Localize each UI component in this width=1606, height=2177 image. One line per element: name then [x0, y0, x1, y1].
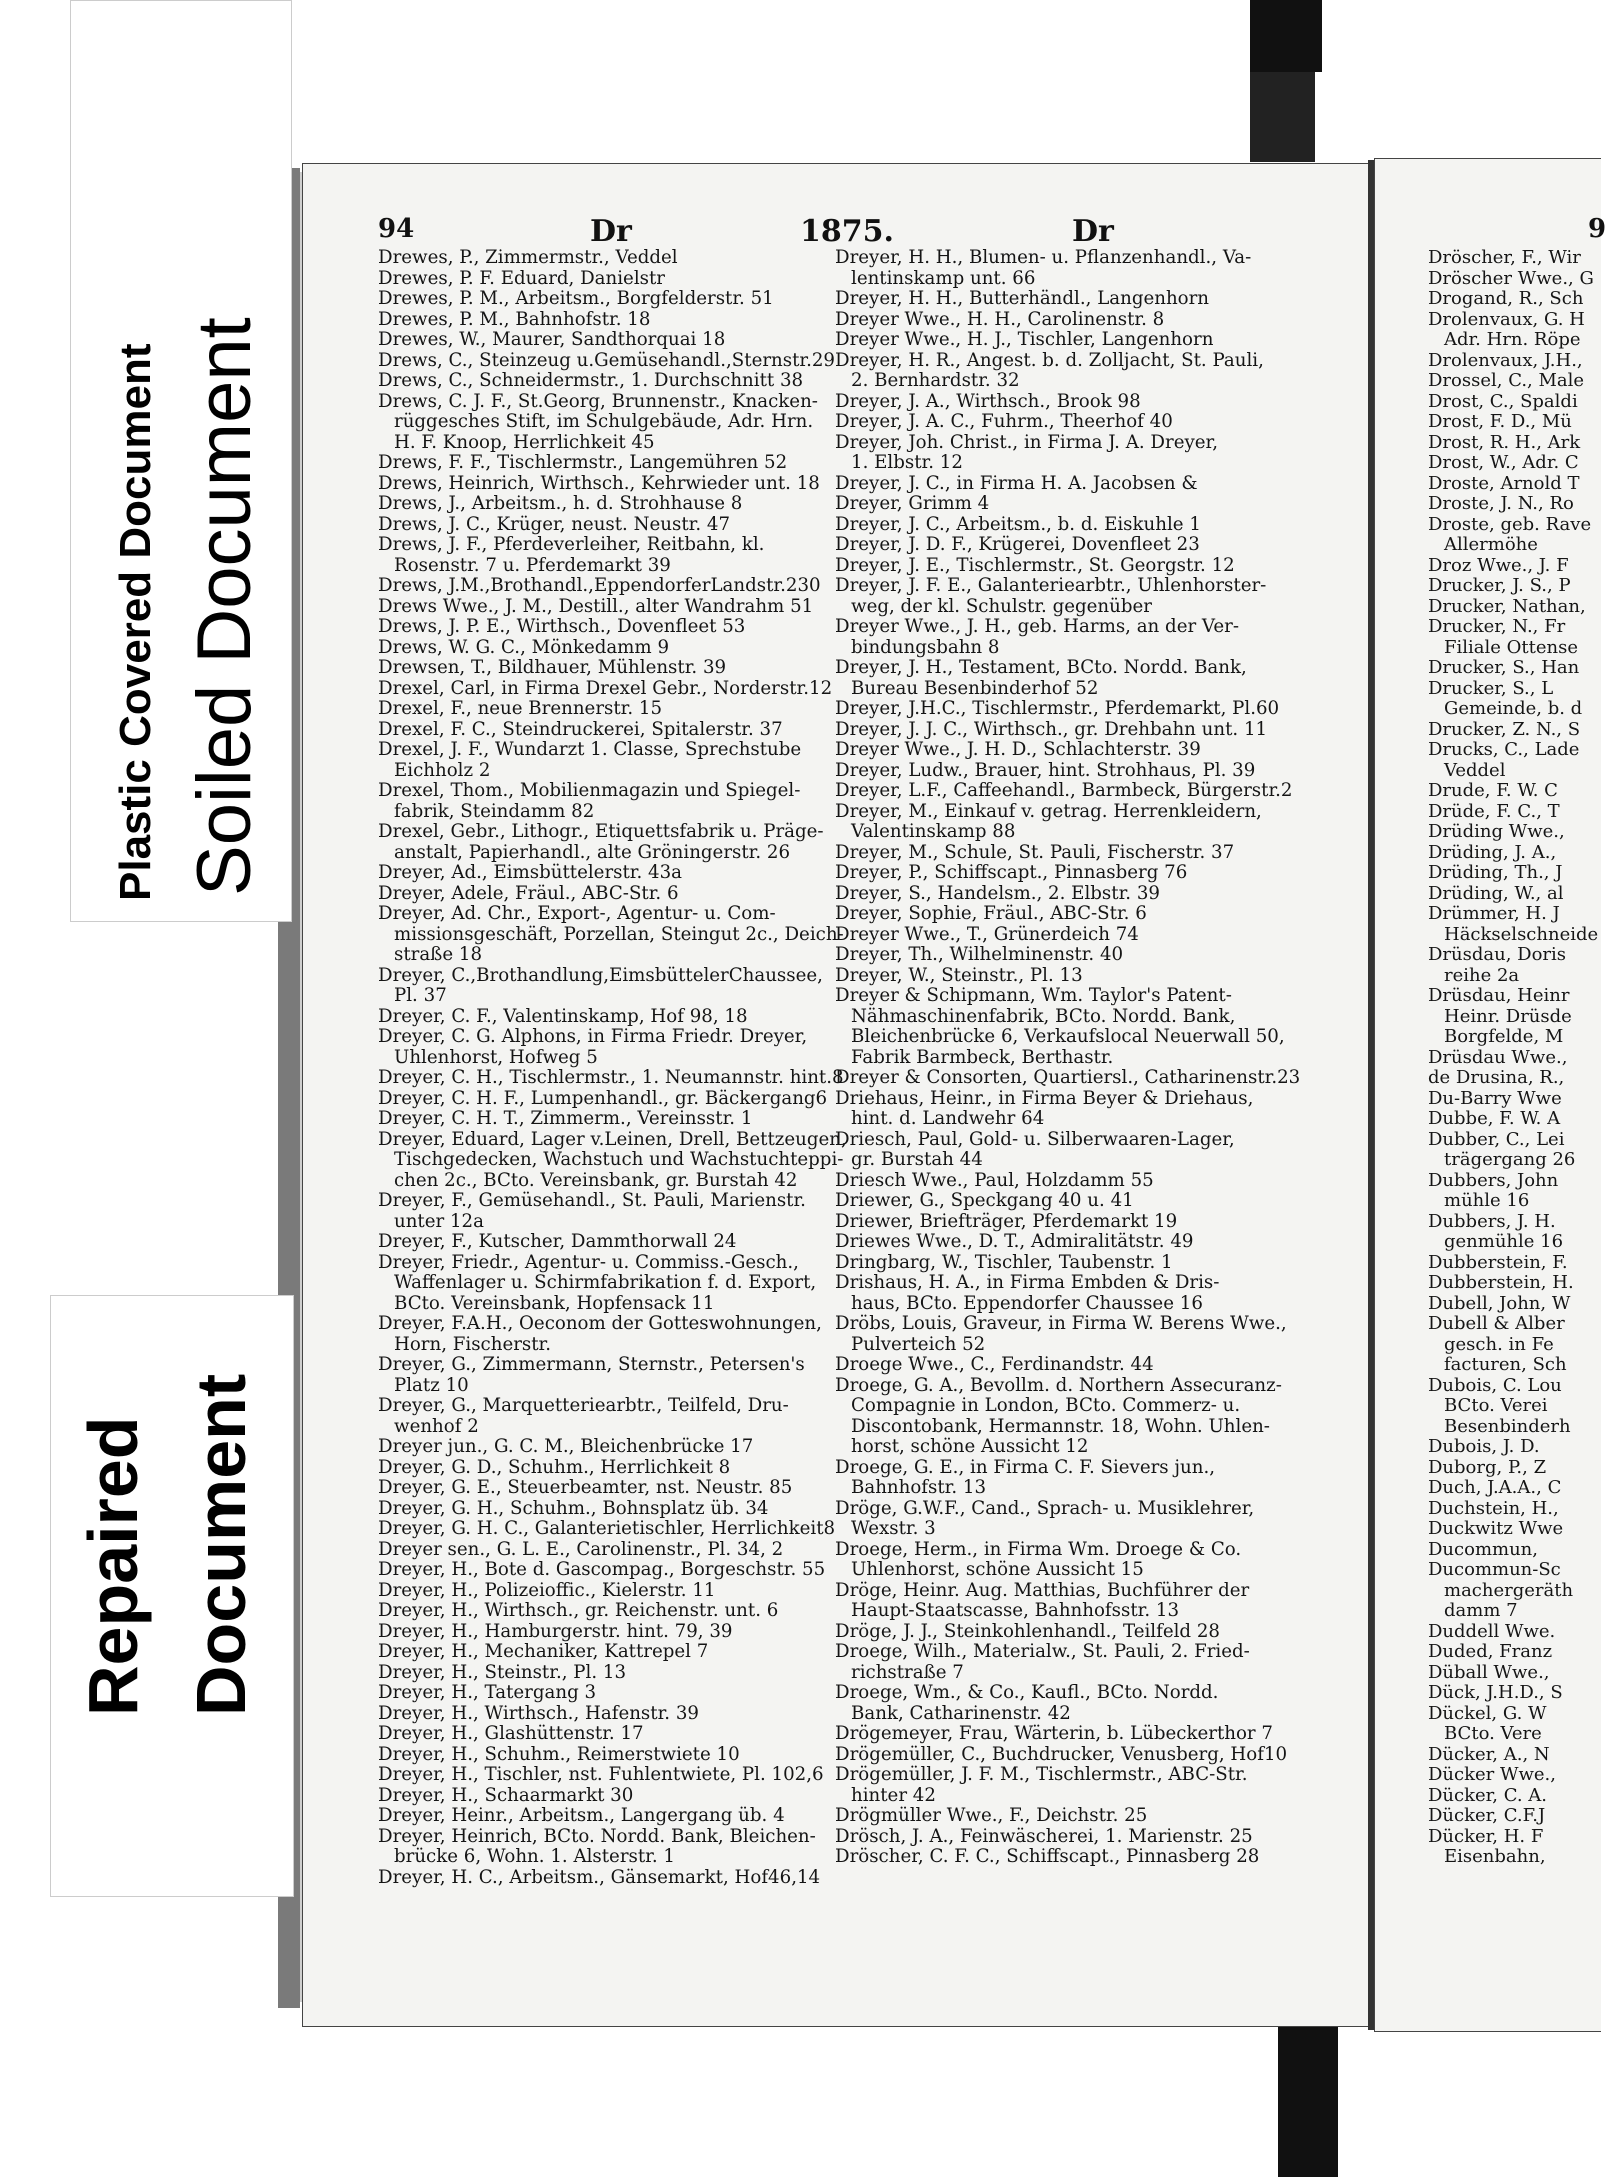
directory-entry-line: genmühle 16	[1444, 1231, 1564, 1252]
directory-entry-line: Ducommun-Sc	[1428, 1559, 1561, 1580]
directory-entry-line: Düball Wwe.,	[1428, 1661, 1550, 1683]
directory-entry-line: Drexel, F., neue Brennerstr. 15	[378, 698, 663, 719]
directory-entry-line: Dreyer, Eduard, Lager v.Leinen, Drell, Bettzeugen,	[378, 1128, 847, 1150]
directory-entry-line: Dreyer, F.A.H., Oeconom der Gotteswohnungen,	[378, 1313, 822, 1334]
directory-entry-line: Dreyer Wwe., J. H. D., Schlachterstr. 39	[835, 739, 1201, 760]
directory-entry-line: Dreyer, Joh. Christ., in Firma J. A. Dreyer,	[835, 431, 1218, 453]
directory-entry-line: Droste, geb. Rave	[1428, 513, 1592, 535]
directory-entry-line: Pulverteich 52	[851, 1333, 986, 1355]
soiled-label: Soiled Document	[182, 317, 267, 896]
directory-entry-line: Drösch, J. A., Feinwäscherei, 1. Marienstr. 25	[835, 1825, 1253, 1847]
directory-entry-line: damm 7	[1444, 1600, 1518, 1621]
directory-entry-line: Drewes, P., Zimmermstr., Veddel	[378, 247, 678, 268]
directory-entry-line: Drögemüller, C., Buchdrucker, Venusberg, Hof10	[835, 1743, 1288, 1765]
directory-entry-line: Gemeinde, b. d	[1444, 698, 1583, 719]
directory-entry-line: brücke 6, Wohn. 1. Alsterstr. 1	[394, 1846, 675, 1867]
directory-entry-line: Drost, W., Adr. C	[1428, 452, 1579, 473]
directory-entry-line: Droste, J. N., Ro	[1428, 493, 1574, 514]
directory-entry-line: Drüding, J. A.,	[1428, 841, 1557, 863]
directory-entry-line: Dreyer, W., Steinstr., Pl. 13	[835, 964, 1083, 986]
directory-column-right	[1428, 248, 1600, 1868]
directory-entry-line: Dreyer, L.F., Caffeehandl., Barmbeck, Bürgerstr.2	[835, 780, 1293, 801]
directory-entry-line: Platz 10	[394, 1374, 469, 1396]
directory-entry-line: Drüde, F. C., T	[1428, 800, 1560, 822]
directory-entry-line: Dubber, C., Lei	[1428, 1128, 1565, 1150]
directory-entry-line: gesch. in Fe	[1444, 1333, 1554, 1355]
repaired-label-line1: Repaired	[74, 1416, 152, 1716]
directory-entry-line: Dröbs, Louis, Graveur, in Firma W. Berens Wwe.,	[835, 1313, 1287, 1334]
directory-entry-line: Dreyer, C. H., Tischlermstr., 1. Neumannstr. hint.8	[378, 1067, 844, 1088]
directory-entry-line: Dückel, G. W	[1428, 1702, 1547, 1724]
directory-entry-line: Dreyer, H., Glashüttenstr. 17	[378, 1723, 644, 1744]
directory-entry-line: chen 2c., BCto. Vereinsbank, gr. Burstah 42	[394, 1169, 798, 1191]
directory-entry-line: Dreyer, S., Handelsm., 2. Elbstr. 39	[835, 882, 1160, 904]
directory-entry-line: Dreyer, J. A., Wirthsch., Brook 98	[835, 390, 1141, 412]
directory-entry-line: Dreyer Wwe., J. H., geb. Harms, an der Ver-	[835, 616, 1240, 637]
directory-entry-line: hinter 42	[851, 1784, 936, 1806]
directory-entry-line: Dreyer, Ludw., Brauer, hint. Strohhaus, Pl. 39	[835, 759, 1256, 781]
directory-entry-line: Dreyer, J. A. C., Fuhrm., Theerhof 40	[835, 411, 1173, 432]
condition-label-card-top	[70, 0, 292, 922]
directory-entry-line: Drucks, C., Lade	[1428, 739, 1580, 760]
directory-entry-line: Driewer, G., Speckgang 40 u. 41	[835, 1190, 1134, 1211]
page-number: 94	[378, 214, 415, 244]
directory-entry-line: Dubbers, John	[1428, 1169, 1559, 1191]
header-letters-left: Dr	[590, 214, 632, 249]
directory-entry-line: de Drusina, R.,	[1428, 1067, 1565, 1088]
directory-entry-line: Dücker, H. F	[1428, 1825, 1544, 1847]
directory-entry-line: Dreyer, G. H., Schuhm., Bohnsplatz üb. 34	[378, 1497, 769, 1519]
directory-entry-line: Dreyer, J. F. E., Galanteriearbtr., Uhlenhorster-	[835, 575, 1267, 596]
directory-entry-line: Drost, C., Spaldi	[1428, 390, 1578, 412]
directory-entry-line: Du-Barry Wwe	[1428, 1087, 1562, 1109]
directory-entry-line: Dreyer, J. C., Arbeitsm., b. d. Eiskuhle 1	[835, 513, 1201, 535]
directory-entry-line: Drexel, Gebr., Lithogr., Etiquettsfabrik u. Präge-	[378, 821, 824, 842]
directory-entry-line: weg, der kl. Schulstr. gegenüber	[851, 595, 1152, 617]
directory-entry-line: Drewes, P. F. Eduard, Danielstr	[378, 267, 665, 289]
directory-entry-line: Dreyer Wwe., T., Grünerdeich 74	[835, 923, 1139, 945]
directory-entry-line: Dreyer, H., Schuhm., Reimerstwiete 10	[378, 1743, 740, 1765]
directory-entry-line: BCto. Verei	[1444, 1395, 1548, 1416]
directory-entry-line: Drews, C. J. F., St.Georg, Brunnenstr., Knacken-	[378, 390, 818, 412]
directory-entry-line: Dreyer, J.H.C., Tischlermstr., Pferdemarkt, Pl.60	[835, 698, 1280, 719]
directory-entry-line: rüggesches Stift, im Schulgebäude, Adr. Hrn.	[394, 411, 814, 432]
directory-column-left	[378, 248, 868, 1888]
directory-entry-line: Drucker, Nathan,	[1428, 595, 1586, 617]
directory-entry-line: Eichholz 2	[394, 759, 491, 781]
directory-entry-line: Dröge, G.W.F., Cand., Sprach- u. Musiklehrer,	[835, 1497, 1255, 1519]
directory-entry-line: Droz Wwe., J. F	[1428, 554, 1569, 576]
directory-entry-line: Drews Wwe., J. M., Destill., alter Wandrahm 51	[378, 595, 814, 617]
directory-entry-line: Drewes, P. M., Arbeitsm., Borgfelderstr. 51	[378, 288, 774, 309]
directory-entry-line: Tischgedecken, Wachstuch und Wachstuchteppi-	[394, 1149, 844, 1170]
directory-entry-line: Dreyer, G. H. C., Galanterietischler, Herrlichkeit8	[378, 1518, 836, 1539]
directory-entry-line: Driewes Wwe., D. T., Admiralitätstr. 49	[835, 1231, 1194, 1252]
directory-entry-line: Dreyer sen., G. L. E., Carolinenstr., Pl. 34, 2	[378, 1538, 784, 1560]
directory-entry-line: Filiale Ottense	[1444, 636, 1578, 658]
directory-entry-line: Dröge, Heinr. Aug. Matthias, Buchführer der	[835, 1579, 1250, 1601]
directory-entry-line: Drost, F. D., Mü	[1428, 411, 1572, 432]
directory-entry-line: Dringbarg, W., Tischler, Taubenstr. 1	[835, 1251, 1173, 1273]
directory-entry-line: Dreyer, Adele, Fräul., ABC-Str. 6	[378, 882, 679, 904]
directory-entry-line: Droege, G. E., in Firma C. F. Sievers jun.,	[835, 1456, 1216, 1478]
directory-entry-line: Nähmaschinenfabrik, BCto. Nordd. Bank,	[851, 1005, 1236, 1027]
directory-entry-line: Drexel, J. F., Wundarzt 1. Classe, Sprechstube	[378, 739, 802, 760]
directory-entry-line: Fabrik Barmbeck, Berthastr.	[851, 1046, 1114, 1068]
directory-entry-line: Dreyer, J. C., in Firma H. A. Jacobsen &	[835, 472, 1198, 494]
directory-entry-line: Dreyer, H., Schaarmarkt 30	[378, 1784, 634, 1806]
directory-entry-line: Bureau Besenbinderhof 52	[851, 677, 1099, 699]
directory-entry-line: Dücker, A., N	[1428, 1743, 1550, 1765]
directory-entry-line: Drümmer, H. J	[1428, 903, 1560, 924]
directory-entry-line: Droege Wwe., C., Ferdinandstr. 44	[835, 1354, 1154, 1375]
directory-entry-line: Drucker, Z. N., S	[1428, 718, 1581, 740]
directory-entry-line: Dreyer, H., Hamburgerstr. hint. 79, 39	[378, 1620, 733, 1642]
directory-entry-line: Dröscher, F., Wir	[1428, 247, 1581, 268]
directory-entry-line: Dreyer, H. R., Angest. b. d. Zolljacht, St. Pauli,	[835, 349, 1264, 371]
directory-entry-line: Dreyer, H., Tischler, nst. Fuhlentwiete, Pl. 102,6	[378, 1764, 824, 1785]
directory-entry-line: Drüsdau, Heinr	[1428, 985, 1570, 1006]
directory-entry-line: Dreyer, Grimm 4	[835, 493, 990, 514]
directory-entry-line: Bahnhofstr. 13	[851, 1477, 987, 1498]
directory-entry-line: Dreyer, P., Schiffscapt., Pinnasberg 76	[835, 862, 1188, 883]
directory-entry-line: Droste, Arnold T	[1428, 472, 1580, 494]
directory-entry-line: Drucker, J. S., P	[1428, 575, 1571, 596]
directory-entry-line: Dreyer, M., Einkauf v. getrag. Herrenkleidern,	[835, 800, 1262, 822]
directory-entry-line: Drewes, P. M., Bahnhofstr. 18	[378, 308, 651, 330]
directory-entry-line: Dreyer, Ad., Eimsbüttelerstr. 43a	[378, 862, 683, 883]
header-year: 1875.	[800, 214, 894, 249]
directory-entry-line: Drews, J. C., Krüger, neust. Neustr. 47	[378, 513, 731, 535]
directory-entry-line: Dreyer, C.,Brothandlung,EimsbüttelerChaussee,	[378, 964, 823, 986]
directory-entry-line: Dreyer, C. G. Alphons, in Firma Friedr. Dreyer,	[378, 1026, 808, 1047]
directory-entry-line: Dubois, C. Lou	[1428, 1374, 1562, 1396]
directory-entry-line: fabrik, Steindamm 82	[394, 800, 595, 822]
directory-entry-line: wenhof 2	[394, 1415, 479, 1437]
directory-entry-line: Dreyer, Heinrich, BCto. Nordd. Bank, Bleichen-	[378, 1825, 816, 1847]
directory-entry-line: Dreyer & Schipmann, Wm. Taylor's Patent-	[835, 985, 1232, 1006]
directory-entry-line: Allermöhe	[1444, 534, 1538, 555]
directory-entry-line: Dubberstein, H.	[1428, 1272, 1574, 1293]
directory-entry-line: Wexstr. 3	[851, 1518, 936, 1539]
directory-entry-line: Eisenbahn,	[1444, 1846, 1546, 1867]
directory-entry-line: haus, BCto. Eppendorfer Chaussee 16	[851, 1292, 1203, 1314]
directory-entry-line: Drude, F. W. C	[1428, 780, 1558, 801]
directory-entry-line: Drews, W. G. C., Mönkedamm 9	[378, 636, 670, 658]
directory-entry-line: anstalt, Papierhandl., alte Gröningerstr. 26	[394, 841, 791, 863]
directory-entry-line: Dreyer, C. H. F., Lumpenhandl., gr. Bäckergang6	[378, 1087, 828, 1109]
directory-entry-line: Dreyer, H., Mechaniker, Kattrepel 7	[378, 1641, 709, 1662]
directory-entry-line: Dubell, John, W	[1428, 1292, 1571, 1314]
directory-entry-line: Drögemeyer, Frau, Wärterin, b. Lübeckerthor 7	[835, 1723, 1273, 1744]
directory-entry-line: Dreyer, Th., Wilhelminenstr. 40	[835, 944, 1124, 965]
directory-entry-line: Valentinskamp 88	[851, 821, 1016, 842]
directory-entry-line: Drögemüller, J. F. M., Tischlermstr., ABC-Str.	[835, 1764, 1248, 1785]
directory-entry-line: Dubbers, J. H.	[1428, 1210, 1556, 1232]
directory-entry-line: Pl. 37	[394, 985, 447, 1006]
directory-entry-line: Compagnie in London, BCto. Commerz- u.	[851, 1395, 1241, 1416]
directory-entry-line: Drexel, Thom., Mobilienmagazin und Spiegel-	[378, 780, 801, 801]
directory-entry-line: trägergang 26	[1444, 1149, 1576, 1170]
directory-entry-line: Drews, Heinrich, Wirthsch., Kehrwieder unt. 18	[378, 472, 820, 494]
directory-entry-line: Drolenvaux, G. H	[1428, 308, 1585, 330]
directory-entry-line: Dreyer, H., Polizeioffic., Kielerstr. 11	[378, 1579, 716, 1601]
directory-entry-line: reihe 2a	[1444, 964, 1520, 986]
directory-entry-line: straße 18	[394, 944, 483, 965]
directory-entry-line: Duddell Wwe.	[1428, 1620, 1556, 1642]
directory-entry-line: Dreyer, H. H., Butterhändl., Langenhorn	[835, 288, 1210, 309]
directory-entry-line: Dreyer, H., Steinstr., Pl. 13	[378, 1661, 627, 1683]
directory-entry-line: Horn, Fischerstr.	[394, 1333, 552, 1355]
directory-entry-line: Dröge, J. J., Steinkohlenhandl., Teilfeld 28	[835, 1620, 1220, 1642]
directory-entry-line: Dücker, C.F.J	[1428, 1805, 1546, 1826]
directory-entry-line: Drüsdau Wwe.,	[1428, 1046, 1568, 1068]
directory-entry-line: Dreyer, C. F., Valentinskamp, Hof 98, 18	[378, 1005, 748, 1027]
directory-entry-line: Drost, R. H., Ark	[1428, 431, 1581, 453]
right-page-number-fragment: 9	[1588, 214, 1606, 244]
plastic-covered-label: Plastic Covered Document	[111, 343, 160, 901]
directory-entry-line: Discontobank, Hermannstr. 18, Wohn. Uhlen-	[851, 1415, 1270, 1437]
directory-entry-line: Borgfelde, M	[1444, 1026, 1564, 1047]
directory-entry-line: Ducommun,	[1428, 1538, 1538, 1560]
directory-entry-line: Heinr. Drüsde	[1444, 1005, 1572, 1027]
directory-entry-line: Drexel, F. C., Steindruckerei, Spitalerstr. 37	[378, 718, 783, 740]
directory-entry-line: Drucker, S., L	[1428, 677, 1554, 699]
directory-entry-line: Driewer, Briefträger, Pferdemarkt 19	[835, 1210, 1178, 1232]
directory-entry-line: Droege, Wm., & Co., Kaufl., BCto. Nordd.	[835, 1682, 1219, 1703]
directory-entry-line: Dubell & Alber	[1428, 1313, 1565, 1334]
directory-entry-line: Drishaus, H. A., in Firma Embden & Dris-	[835, 1272, 1220, 1293]
directory-entry-line: Dreyer, M., Schule, St. Pauli, Fischerstr. 37	[835, 841, 1235, 863]
directory-entry-line: Drucker, N., Fr	[1428, 616, 1566, 637]
directory-entry-line: Drews, C., Steinzeug u.Gemüsehandl.,Sternstr.29	[378, 349, 835, 371]
directory-entry-line: facturen, Sch	[1444, 1354, 1567, 1375]
directory-entry-line: Duckwitz Wwe	[1428, 1518, 1564, 1539]
directory-entry-line: hint. d. Landwehr 64	[851, 1108, 1045, 1129]
directory-entry-line: Dreyer, G. E., Steuerbeamter, nst. Neustr. 85	[378, 1477, 793, 1498]
directory-entry-line: Besenbinderh	[1444, 1415, 1571, 1437]
directory-entry-line: Häckselschneide	[1444, 923, 1599, 945]
directory-entry-line: Drüding Wwe.,	[1428, 821, 1565, 842]
directory-entry-line: Dreyer, G., Marquetteriearbtr., Teilfeld, Dru-	[378, 1395, 789, 1416]
directory-entry-line: Driesch, Paul, Gold- u. Silberwaaren-Lager,	[835, 1128, 1235, 1150]
directory-entry-line: Drogand, R., Sch	[1428, 288, 1584, 309]
directory-entry-line: mühle 16	[1444, 1190, 1530, 1211]
directory-entry-line: Dreyer, Friedr., Agentur- u. Commiss.-Gesch.,	[378, 1251, 799, 1273]
directory-entry-line: unter 12a	[394, 1210, 484, 1232]
directory-entry-line: Drews, J., Arbeitsm., h. d. Strohhause 8	[378, 493, 743, 514]
directory-entry-line: Dubbe, F. W. A	[1428, 1108, 1561, 1129]
directory-entry-line: Bleichenbrücke 6, Verkaufslocal Neuerwall 50,	[851, 1026, 1285, 1047]
directory-entry-line: Droege, Herm., in Firma Wm. Droege & Co.	[835, 1538, 1242, 1560]
directory-entry-line: Dreyer, G., Zimmermann, Sternstr., Petersen's	[378, 1354, 805, 1375]
directory-entry-line: Dreyer, J. D. F., Krügerei, Dovenfleet 23	[835, 534, 1200, 555]
directory-entry-line: Drewes, W., Maurer, Sandthorquai 18	[378, 329, 726, 350]
directory-entry-line: Drüding, Th., J	[1428, 862, 1563, 883]
black-strip-mid	[1250, 72, 1315, 162]
directory-entry-line: Uhlenhorst, Hofweg 5	[394, 1046, 598, 1068]
directory-entry-line: Waffenlager u. Schirmfabrikation f. d. Export,	[394, 1272, 817, 1293]
directory-entry-line: Drexel, Carl, in Firma Drexel Gebr., Norderstr.12	[378, 677, 833, 699]
directory-entry-line: Adr. Hrn. Röpe	[1444, 329, 1581, 350]
directory-entry-line: Drews, J.M.,Brothandl.,EppendorferLandstr.230	[378, 575, 821, 596]
header-letters-right: Dr	[1072, 214, 1114, 249]
directory-entry-line: horst, schöne Aussicht 12	[851, 1436, 1089, 1457]
directory-column-middle	[835, 248, 1305, 1868]
directory-entry-line: Dubois, J. D.	[1428, 1436, 1540, 1457]
directory-entry-line: Drögmüller Wwe., F., Deichstr. 25	[835, 1805, 1148, 1826]
directory-entry-line: Dröscher, C. F. C., Schiffscapt., Pinnasberg 28	[835, 1846, 1260, 1867]
directory-entry-line: Drüding, W., al	[1428, 882, 1564, 904]
directory-entry-line: Haupt-Staatscasse, Bahnhofsstr. 13	[851, 1600, 1180, 1621]
directory-entry-line: Drews, C., Schneidermstr., 1. Durchschnitt 38	[378, 370, 804, 391]
directory-entry-line: Dreyer jun., G. C. M., Bleichenbrücke 17	[378, 1436, 754, 1457]
repaired-label-line2: Document	[182, 1373, 260, 1716]
directory-entry-line: Driehaus, Heinr., in Firma Beyer & Driehaus,	[835, 1087, 1254, 1109]
directory-entry-line: H. F. Knoop, Herrlichkeit 45	[394, 431, 655, 453]
directory-entry-line: Dreyer, H., Tatergang 3	[378, 1682, 597, 1703]
condition-label-card-bottom	[50, 1295, 294, 1897]
directory-entry-line: Drolenvaux, J.H.,	[1428, 349, 1583, 371]
directory-entry-line: Dreyer, H., Bote d. Gascompag., Borgeschstr. 55	[378, 1559, 826, 1580]
directory-entry-line: machergeräth	[1444, 1579, 1574, 1601]
black-strip-top	[1250, 0, 1322, 72]
directory-entry-line: Drews, J. P. E., Wirthsch., Dovenfleet 53	[378, 616, 746, 637]
directory-entry-line: Dreyer, F., Gemüsehandl., St. Pauli, Marienstr.	[378, 1190, 806, 1211]
directory-entry-line: Dücker Wwe.,	[1428, 1764, 1556, 1785]
directory-entry-line: Dücker, C. A.	[1428, 1784, 1548, 1806]
directory-entry-line: Rosenstr. 7 u. Pferdemarkt 39	[394, 554, 671, 576]
directory-entry-line: gr. Burstah 44	[851, 1149, 983, 1170]
directory-entry-line: 1. Elbstr. 12	[851, 452, 963, 473]
directory-entry-line: Dubberstein, F.	[1428, 1251, 1568, 1273]
directory-entry-line: Dreyer, F., Kutscher, Dammthorwall 24	[378, 1231, 737, 1252]
directory-entry-line: Drossel, C., Male	[1428, 370, 1585, 391]
directory-entry-line: Bank, Catharinenstr. 42	[851, 1702, 1071, 1724]
directory-entry-line: Dück, J.H.D., S	[1428, 1682, 1563, 1703]
directory-entry-line: Veddel	[1444, 759, 1506, 781]
directory-entry-line: bindungsbahn 8	[851, 636, 1000, 658]
directory-entry-line: Dreyer & Consorten, Quartiersl., Catharinenstr.23	[835, 1067, 1301, 1088]
directory-entry-line: Uhlenhorst, schöne Aussicht 15	[851, 1559, 1144, 1580]
directory-entry-line: Droege, Wilh., Materialw., St. Pauli, 2. Fried-	[835, 1641, 1250, 1662]
directory-entry-line: Dreyer Wwe., H. J., Tischler, Langenhorn	[835, 329, 1214, 350]
directory-entry-line: Droege, G. A., Bevollm. d. Northern Assecuranz-	[835, 1374, 1282, 1396]
directory-entry-line: lentinskamp unt. 66	[851, 267, 1036, 289]
directory-entry-line: 2. Bernhardstr. 32	[851, 370, 1020, 391]
directory-entry-line: Duded, Franz	[1428, 1641, 1553, 1662]
directory-entry-line: Dreyer, H. H., Blumen- u. Pflanzenhandl., Va-	[835, 247, 1252, 268]
directory-entry-line: Dreyer, J. E., Tischlermstr., St. Georgstr. 12	[835, 554, 1235, 576]
directory-entry-line: Dreyer, Ad. Chr., Export-, Agentur- u. Com-	[378, 903, 776, 924]
directory-entry-line: Drucker, S., Han	[1428, 657, 1580, 678]
directory-entry-line: Dreyer, C. H. T., Zimmerm., Vereinsstr. 1	[378, 1108, 753, 1129]
directory-entry-line: richstraße 7	[851, 1661, 964, 1683]
directory-entry-line: Drüsdau, Doris	[1428, 944, 1567, 965]
directory-entry-line: BCto. Vereinsbank, Hopfensack 11	[394, 1292, 715, 1314]
directory-entry-line: Dreyer Wwe., H. H., Carolinenstr. 8	[835, 308, 1165, 330]
directory-entry-line: missionsgeschäft, Porzellan, Steingut 2c., Deich-	[394, 923, 844, 945]
directory-entry-line: Dreyer, J. H., Testament, BCto. Nordd. Bank,	[835, 657, 1247, 678]
directory-entry-line: Dreyer, Sophie, Fräul., ABC-Str. 6	[835, 903, 1147, 924]
directory-entry-line: Drews, F. F., Tischlermstr., Langemühren 52	[378, 452, 788, 473]
directory-entry-line: Duch, J.A.A., C	[1428, 1477, 1562, 1498]
directory-entry-line: Dreyer, H., Wirthsch., gr. Reichenstr. unt. 6	[378, 1600, 779, 1621]
directory-entry-line: Dreyer, G. D., Schuhm., Herrlichkeit 8	[378, 1456, 731, 1478]
directory-entry-line: Dreyer, H., Wirthsch., Hafenstr. 39	[378, 1702, 699, 1724]
directory-entry-line: Driesch Wwe., Paul, Holzdamm 55	[835, 1169, 1154, 1191]
directory-entry-line: BCto. Vere	[1444, 1723, 1542, 1744]
directory-entry-line: Duborg, P., Z	[1428, 1456, 1547, 1478]
directory-entry-line: Dröscher Wwe., G	[1428, 267, 1594, 289]
directory-entry-line: Dreyer, H. C., Arbeitsm., Gänsemarkt, Hof46,14	[378, 1866, 821, 1888]
directory-entry-line: Duchstein, H.,	[1428, 1497, 1559, 1519]
directory-entry-line: Drewsen, T., Bildhauer, Mühlenstr. 39	[378, 657, 727, 678]
directory-entry-line: Drews, J. F., Pferdeverleiher, Reitbahn, kl.	[378, 534, 765, 555]
directory-entry-line: Dreyer, Heinr., Arbeitsm., Langergang üb. 4	[378, 1805, 785, 1826]
directory-entry-line: Dreyer, J. J. C., Wirthsch., gr. Drehbahn unt. 11	[835, 718, 1268, 740]
